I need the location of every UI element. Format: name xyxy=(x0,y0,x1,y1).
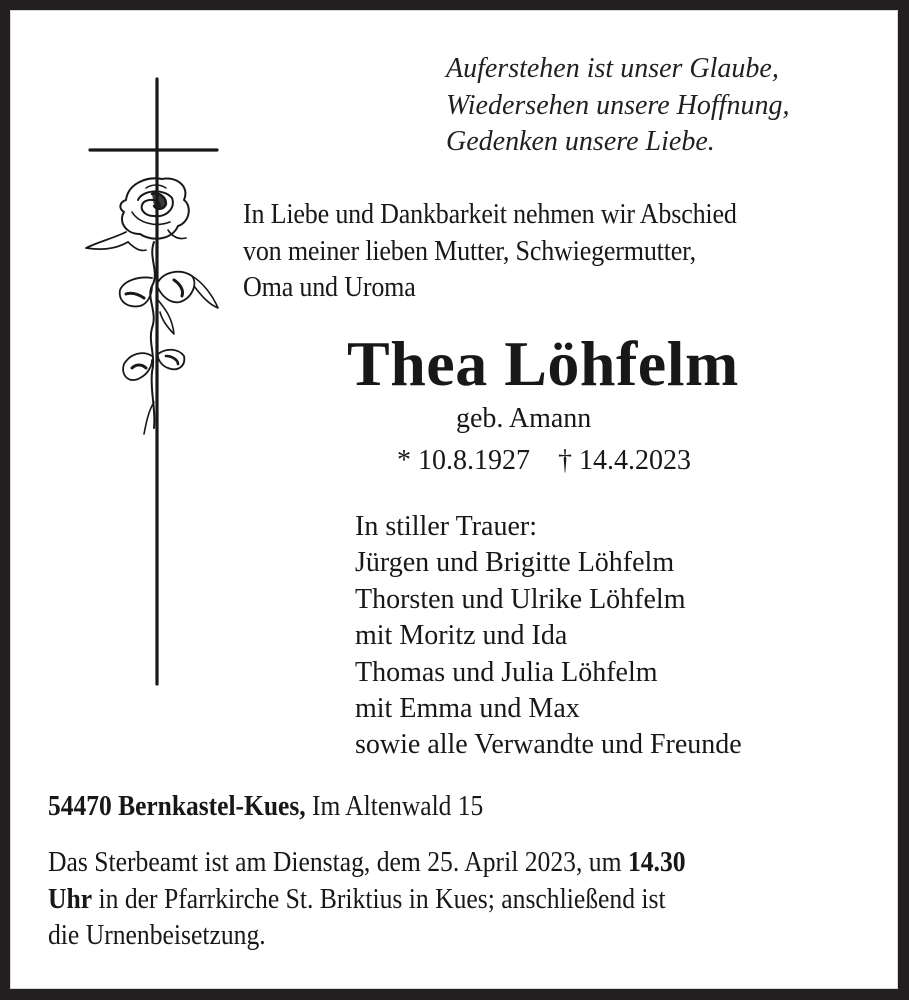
address-city: 54470 Bernkastel-Kues, xyxy=(48,791,306,822)
birth-date: 10.8.1927 xyxy=(418,445,530,476)
motto-line: Wiedersehen unsere Hoffnung, xyxy=(446,89,790,121)
mourners-heading: In stiller Trauer: xyxy=(355,511,537,542)
service-text: in der Pfarrkirche St. Briktius in Kues; anschließend ist xyxy=(92,883,666,915)
address-street: Im Altenwald 15 xyxy=(305,791,484,822)
mourner-line: mit Emma und Max xyxy=(355,693,580,725)
cross-with-rose-icon xyxy=(68,72,228,702)
mourner-line: Thomas und Julia Löhfelm xyxy=(355,656,658,688)
mourner-line: mit Moritz und Ida xyxy=(355,620,568,652)
mourner-line: sowie alle Verwandte und Freunde xyxy=(355,729,742,761)
service-info xyxy=(48,845,686,955)
maiden-name: geb. Amann xyxy=(456,403,592,434)
birth-symbol: * xyxy=(397,445,411,476)
address xyxy=(48,790,483,824)
service-time: 14.30 xyxy=(627,847,686,878)
obituary-notice xyxy=(10,10,898,989)
service-text: Das Sterbeamt ist am Dienstag, dem 25. April 2023, um xyxy=(48,847,628,878)
deceased-name: Thea Löhfelm xyxy=(347,328,739,399)
motto-line: Gedenken unsere Liebe. xyxy=(446,126,715,157)
intro-line: Oma und Uroma xyxy=(243,272,416,303)
intro-text xyxy=(243,197,737,307)
mourner-line: Thorsten und Ulrike Löhfelm xyxy=(355,583,686,615)
motto-line: Auferstehen ist unser Glaube, xyxy=(446,53,779,84)
service-uhr: Uhr xyxy=(48,883,93,915)
mourners-list xyxy=(355,509,742,764)
intro-line: von meiner lieben Mutter, Schwiegermutter, xyxy=(243,235,696,267)
motto-verse xyxy=(446,51,789,161)
mourner-line: Jürgen und Brigitte Löhfelm xyxy=(355,547,675,579)
life-dates xyxy=(397,444,691,478)
intro-line: In Liebe und Dankbarkeit nehmen wir Abschied xyxy=(243,199,737,230)
death-date: 14.4.2023 xyxy=(579,445,691,476)
service-text: die Urnenbeisetzung. xyxy=(48,920,266,951)
death-symbol: † xyxy=(558,445,572,476)
